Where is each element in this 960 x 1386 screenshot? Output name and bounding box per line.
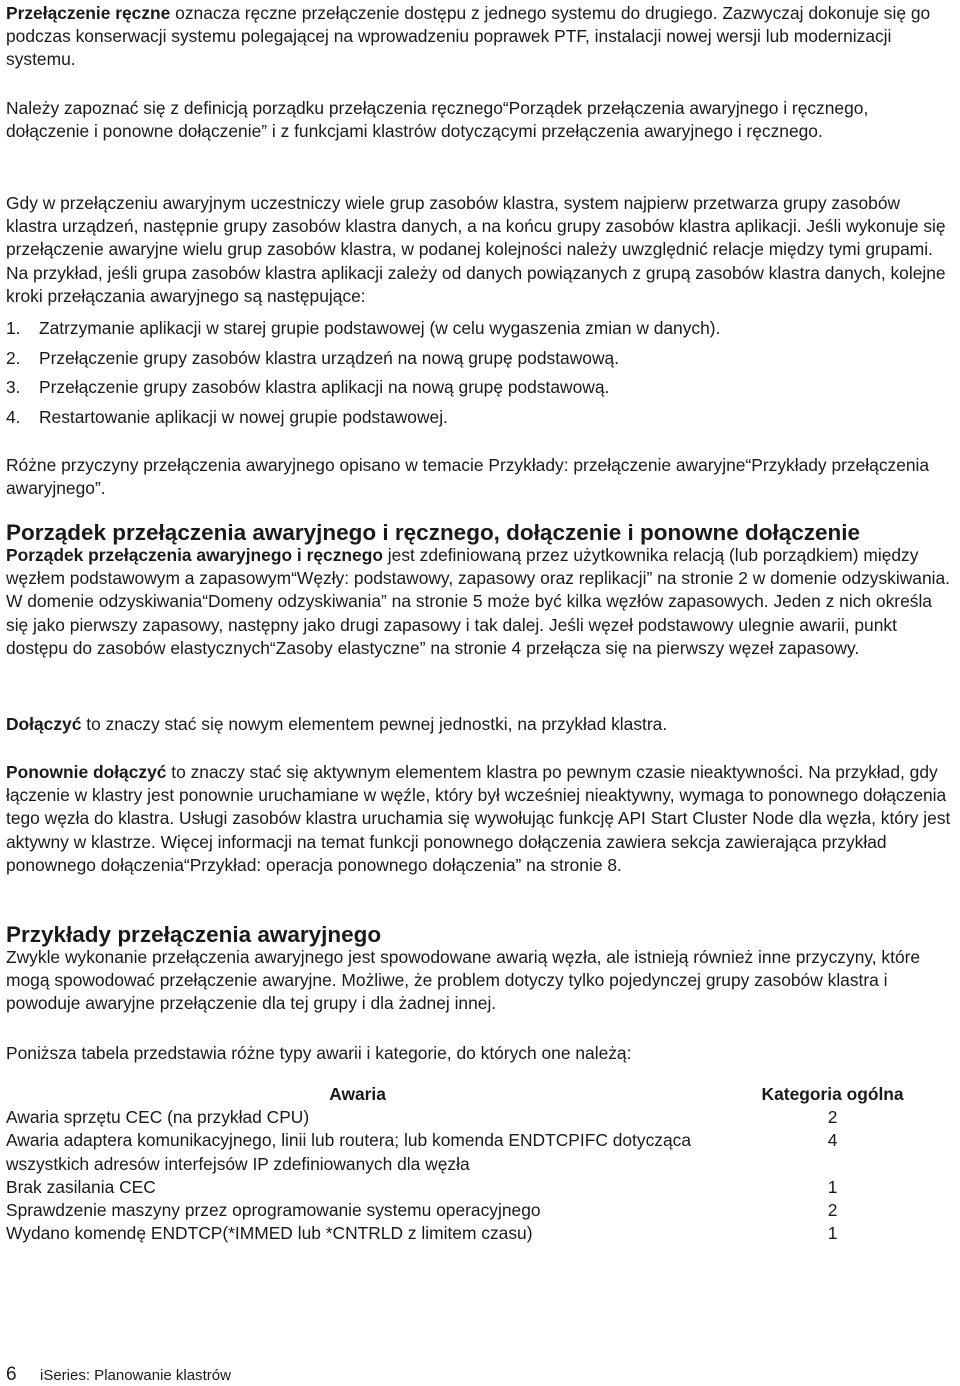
paragraph-intro-text: oznacza ręczne przełączenie dostępu z jednego systemu do drugiego. Zazwyczaj dokonuje się go podczas konserwacji systemu polegającej na wprowadzeniu poprawek PTF, instalacji nowej wersji lub modernizacji systemu.: [6, 3, 931, 70]
column-header-category: Kategoria ogólna: [761, 1084, 904, 1104]
step-number: 2.: [6, 347, 21, 368]
table-row: [6, 1199, 956, 1222]
table-header-row: [6, 1083, 956, 1106]
table-row: [6, 1129, 956, 1175]
paragraph-join: [6, 713, 956, 736]
paragraph-rejoin: [6, 761, 956, 877]
list-item: [6, 347, 956, 370]
list-item: [6, 317, 956, 340]
section-heading-order: Porządek przełączenia awaryjnego i ręcznego, dołączenie i ponowne dołączenie: [6, 520, 861, 545]
footer-title: iSeries: Planowanie klastrów: [40, 1367, 231, 1384]
step-number: 3.: [6, 377, 21, 398]
section-heading-examples: Przykłady przełączenia awaryjnego: [6, 922, 382, 947]
table-row: [6, 1222, 956, 1245]
category-cell: 1: [827, 1176, 838, 1197]
term-failover-order: Porządek przełączenia awaryjnego i ręcznego: [6, 545, 383, 565]
step-text: Przełączenie grupy zasobów klastra urządzeń na nową grupę podstawową.: [39, 347, 620, 368]
failure-cell: Awaria adaptera komunikacyjnego, linii lub routera; lub komenda ENDTCPIFC dotycząca wszystkich adresów interfejsów IP zdefiniowanych dla węzła: [6, 1130, 692, 1174]
step-number: 1.: [6, 318, 21, 338]
failure-cell: Brak zasilania CEC: [6, 1176, 156, 1197]
paragraph-causes-ref: Różne przyczyny przełączenia awaryjnego opisano w temacie Przykłady: przełączenie awaryjne“Przykłady przełączenia awaryjnego”.: [6, 455, 930, 499]
table-row: [6, 1176, 956, 1199]
paragraph-definition-ref: Należy zapoznać się z definicją porządku przełączenia ręcznego“Porządek przełączenia awaryjnego i ręcznego, dołączenie i ponowne dołączenie” i z funkcjami klastrów dotyczącymi przełączenia awaryjnego i ręcznego.: [6, 98, 869, 142]
step-number: 4.: [6, 406, 21, 427]
term-rejoin: Ponownie dołączyć: [6, 762, 167, 782]
term-join: Dołączyć: [6, 714, 82, 734]
step-text: Zatrzymanie aplikacji w starej grupie podstawowej (w celu wygaszenia zmian w danych).: [39, 318, 721, 338]
paragraph-examples-intro: Zwykle wykonanie przełączenia awaryjnego jest spowodowane awarią węzła, ale istnieją również inne przyczyny, które mogą spowodować przełączenie awaryjne. Możliwe, że problem dotyczy tylko pojedynczej grupy zasobów klastra i powoduje awaryjne przełączenie dla tej grupy i dla żadnej innej.: [6, 947, 921, 1014]
page-number: 6: [6, 1364, 17, 1385]
category-cell: 1: [827, 1223, 838, 1244]
step-text: Restartowanie aplikacji w nowej grupie podstawowej.: [39, 406, 448, 427]
list-item: [6, 406, 956, 429]
table-row: [6, 1106, 956, 1129]
step-text: Przełączenie grupy zasobów klastra aplikacji na nową grupę podstawową.: [39, 377, 610, 398]
column-header-failure: Awaria: [329, 1084, 386, 1104]
paragraph-intro: [6, 2, 956, 72]
category-cell: 4: [827, 1130, 838, 1151]
failure-categories-table: [6, 1083, 956, 1245]
category-cell: 2: [827, 1107, 838, 1128]
paragraph-multiple-groups: Gdy w przełączeniu awaryjnym uczestniczy wiele grup zasobów klastra, system najpierw przetwarza grupy zasobów klastra urządzeń, następnie grupy zasobów klastra danych, a na końcu grupy zasobów klastra aplikacji. Jeśli wykonuje się przełączenie awaryjne wielu grup zasobów klastra, w podanej kolejności należy uwzględnić relacje między tymi grupami. Na przykład, jeśli grupa zasobów klastra aplikacji zależy od danych powiązanych z grupą zasobów klastra danych, kolejne kroki przełączania awaryjnego są następujące:: [6, 193, 946, 306]
failure-cell: Awaria sprzętu CEC (na przykład CPU): [6, 1107, 310, 1128]
paragraph-rejoin-text: to znaczy stać się aktywnym elementem klastra po pewnym czasie nieaktywności. Na przykład, gdy łączenie w klastry jest ponownie uruchamiane w węźle, który był wcześniej nieaktywny, wymaga to ponownego dołączenia tego węzła do klastra. Usługi zasobów klastra uruchamia się wywołując funkcję API Start Cluster Node dla węzła, który jest aktywny w klastrze. Więcej informacji na temat funkcji ponownego dołączenia zawiera sekcja zawierająca przykład ponownego dołączenia“Przykład: operacja ponownego dołączenia” na stronie 8.: [6, 762, 951, 875]
category-cell: 2: [827, 1200, 838, 1221]
list-item: [6, 376, 956, 399]
step-list: [6, 317, 956, 435]
paragraph-join-text: to znaczy stać się nowym elementem pewnej jednostki, na przykład klastra.: [81, 714, 668, 734]
paragraph-table-intro: Poniższa tabela przedstawia różne typy awarii i kategorie, do których one należą:: [6, 1043, 632, 1063]
failure-cell: Wydano komendę ENDTCP(*IMMED lub *CNTRLD z limitem czasu): [6, 1223, 533, 1244]
paragraph-order-definition: [6, 544, 956, 660]
paragraph-order-text: jest zdefiniowaną przez użytkownika relacją (lub porządkiem) między węzłem podstawowym a zapasowym“Węzły: podstawowy, zapasowy oraz replikacji” na stronie 2 w domenie odzyskiwania. W domenie odzyskiwania“Domeny odzyskiwania” na stronie 5 może być kilka węzłów zapasowych. Jeden z nich określa się jako pierwszy zapasowy, następny jako drugi zapasowy i tak dalej. Jeśli węzeł podstawowy ulegnie awarii, punkt dostępu do zasobów elastycznych“Zasoby elastyczne” na stronie 4 przełącza się na pierwszy węzeł zapasowy.: [6, 545, 950, 658]
failure-cell: Sprawdzenie maszyny przez oprogramowanie systemu operacyjnego: [6, 1200, 541, 1221]
term-manual-switchover: Przełączenie ręczne: [6, 3, 171, 23]
page-footer: [6, 1366, 231, 1385]
